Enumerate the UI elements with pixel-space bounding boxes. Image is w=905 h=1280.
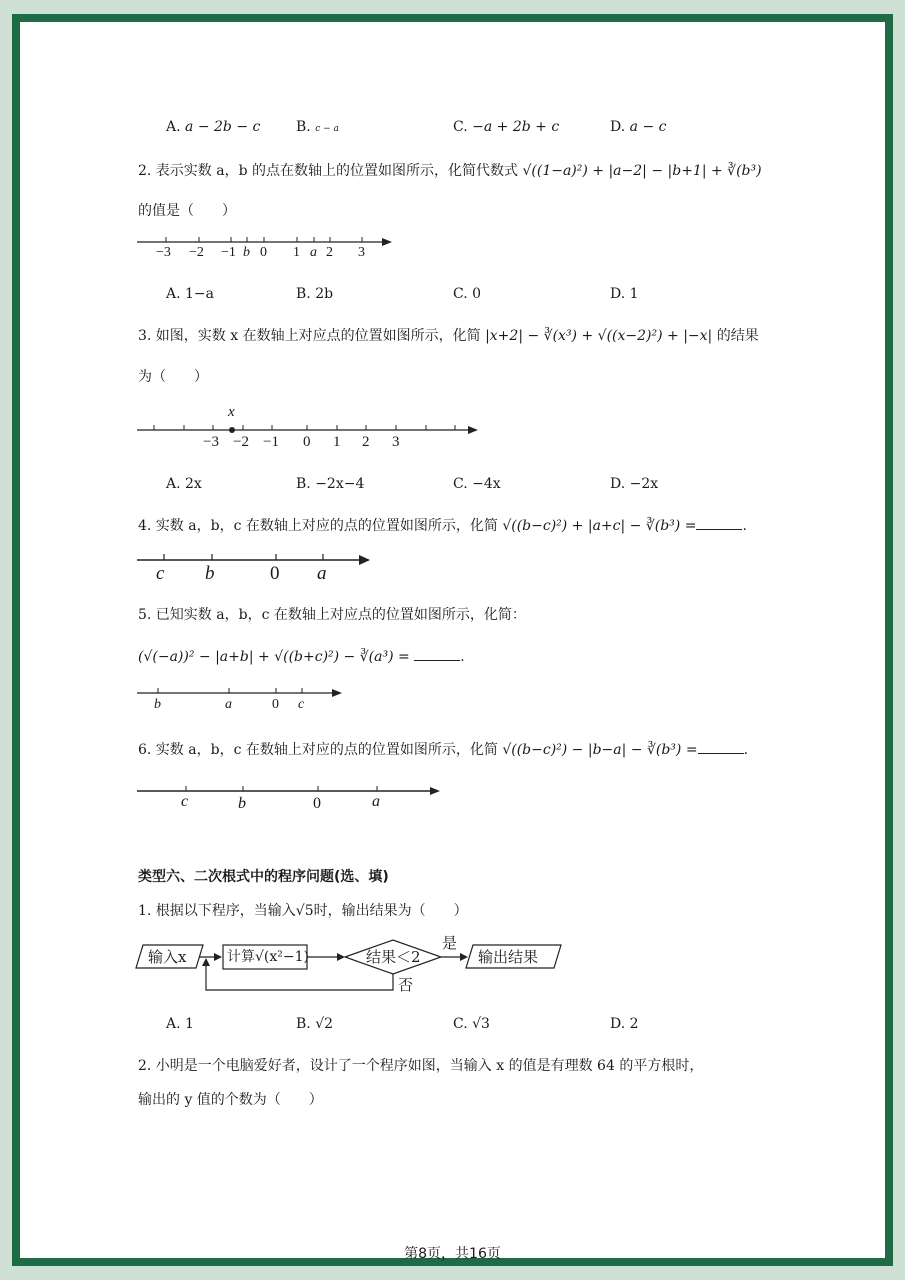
q6-point-c-label: c [181, 793, 189, 810]
s6-p1-stem: 1. 根据以下程序，当输入√5时，输出结果为（ ） [138, 903, 468, 919]
q1-option-d: D. a − c [610, 119, 667, 135]
q5-point-b-label: b [154, 697, 161, 712]
q4-point-b-label: b [205, 563, 215, 584]
q2-formula: √((1−a)²) + |a−2| − |b+1| + ∛(b³) [522, 163, 762, 179]
flow-condition-label: 结果＜2 [366, 948, 421, 966]
q4-point-c-label: c [156, 563, 165, 584]
q3-option-a: A. 2x [166, 476, 202, 492]
flow-output-label: 输出结果 [478, 948, 539, 966]
s6-p1-option-d: D. 2 [610, 1016, 639, 1032]
q3-tail: 为（ ） [138, 369, 208, 385]
q3-option-b: B. −2x−4 [296, 476, 365, 492]
q2-tick-label: −2 [189, 245, 204, 260]
q2-option-d: D. 1 [610, 286, 639, 302]
q3-tick-label: 3 [392, 434, 400, 450]
page-footer: 第8页，共16页 [404, 1246, 501, 1262]
q3-tick-label: −1 [263, 434, 279, 450]
flow-no-label: 否 [398, 976, 414, 994]
q2-option-a: A. 1−a [166, 286, 214, 302]
s6-p2-line2: 输出的 y 值的个数为（ ） [138, 1092, 323, 1108]
q3-tick-label: −3 [203, 434, 219, 450]
q3-formula: |x+2| − ∛(x³) + √((x−2)²) + |−x| [485, 328, 713, 344]
q5-origin-label: 0 [272, 697, 279, 712]
s6-p1-option-b: B. √2 [296, 1016, 334, 1032]
q2-stem: 2. 表示实数 a，b 的点在数轴上的位置如图所示，化简代数式 √((1−a)²) + |a−2| − |b+1| + ∛(b³) [138, 163, 762, 179]
q3-option-c: C. −4x [453, 476, 501, 492]
q3-option-d: D. −2x [610, 476, 659, 492]
q5-point-c-label: c [298, 697, 305, 712]
q6-point-b-label: b [238, 795, 246, 812]
q4-point-a-label: a [317, 563, 327, 584]
q3-point-x-label: x [228, 404, 235, 420]
q6-point-a-label: a [372, 793, 380, 810]
flow-yes-label: 是 [442, 934, 458, 952]
q1-option-b: B. c − a [296, 119, 339, 135]
q6-stem: 6. 实数 a，b，c 在数轴上对应的点的位置如图所示，化简 √((b−c)²) − |b−a| − ∛(b³) = . [138, 742, 749, 758]
q2-tick-label: 2 [326, 245, 333, 260]
q1-option-a: A. a − 2b − c [166, 119, 261, 135]
q5-point-a-label: a [225, 697, 232, 712]
q2-tick-label: 3 [358, 245, 365, 260]
q6-origin-label: 0 [313, 795, 321, 812]
q4-origin-label: 0 [270, 563, 280, 584]
s6-p2-line1: 2. 小明是一个电脑爱好者，设计了一个程序如图，当输入 x 的值是有理数 64 的平方根时， [138, 1058, 704, 1074]
q3-tick-label: 1 [333, 434, 341, 450]
q5-formula: (√(−a))² − |a+b| + √((b+c)²) − ∛(a³) = . [138, 649, 465, 665]
q3-tick-label: 0 [303, 434, 311, 450]
q3-tick-label: −2 [233, 434, 249, 450]
q2-tail: 的值是（ ） [138, 203, 236, 219]
q4-formula: √((b−c)²) + |a+c| − ∛(b³) = [502, 518, 697, 534]
q3-stem: 3. 如图，实数 x 在数轴上对应点的位置如图所示，化简 |x+2| − ∛(x³) + √((x−2)²) + |−x| 的结果 [138, 328, 759, 344]
s6-p1-option-c: C. √3 [453, 1016, 490, 1032]
q2-option-b: B. 2b [296, 286, 334, 302]
q4-stem: 4. 实数 a，b，c 在数轴上对应的点的位置如图所示，化简 √((b−c)²) + |a+c| − ∛(b³) = . [138, 518, 747, 534]
q3-tick-label: 2 [362, 434, 370, 450]
q5-stem: 5. 已知实数 a，b，c 在数轴上对应点的位置如图所示，化简： [138, 607, 526, 623]
q2-tick-label: −1 [221, 245, 236, 260]
q6-formula: √((b−c)²) − |b−a| − ∛(b³) = [502, 742, 698, 758]
q2-tick-label: −3 [156, 245, 171, 260]
section-title: 类型六、二次根式中的程序问题(选、填) [138, 869, 389, 885]
q2-option-c: C. 0 [453, 286, 482, 302]
s6-p1-option-a: A. 1 [166, 1016, 194, 1032]
q1-option-c: C. −a + 2b + c [453, 119, 560, 135]
flow-input-label: 输入x [148, 948, 187, 966]
q2-point-a-label: a [310, 245, 317, 260]
q2-tick-label: 0 [260, 245, 267, 260]
q2-tick-label: 1 [293, 245, 300, 260]
flow-compute-label: 计算√(x²−1) [227, 949, 309, 965]
q2-point-b-label: b [243, 245, 250, 260]
